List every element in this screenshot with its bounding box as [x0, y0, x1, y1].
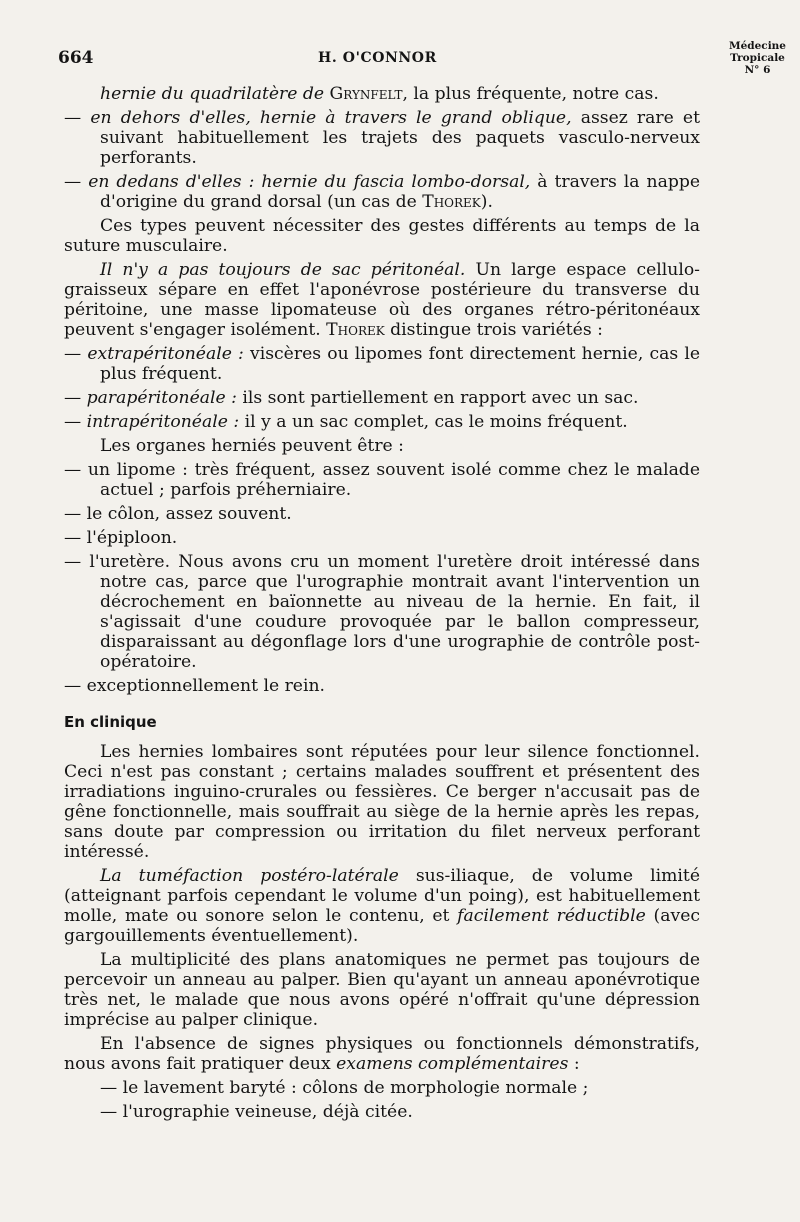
- list-item-exam: — l'urographie veineuse, déjà citée.: [100, 1102, 413, 1122]
- list-item-variety: — extrapéritonéale : viscères ou lipomes font directement hernie, cas le plus fréquent.: [64, 344, 700, 384]
- list-item-variety: — parapéritonéale : ils sont partiellement en rapport avec un sac.: [64, 388, 639, 408]
- paragraph-sac: Il n'y a pas toujours de sac péritonéal. Un large espace cellulo-graisseux sépare en effet l'aponévrose postérieure du transverse du péritoine, une masse lipomateuse où des organes rétro-péritonéaux peuvent s'engager isolément. Thorek distingue trois variétés :: [64, 260, 700, 340]
- paragraph-tumefaction: La tuméfaction postéro-latérale sus-iliaque, de volume limité (atteignant parfois cependant le volume d'un poing), est habituellement molle, mate ou sonore selon le contenu, et facilement réductible (avec gargouillements éventuellement).: [64, 866, 700, 946]
- journal-line: Médecine: [728, 40, 786, 52]
- paragraph-organs-intro: Les organes herniés peuvent être :: [100, 436, 404, 456]
- list-item-organ: — un lipome : très fréquent, assez souvent isolé comme chez le malade actuel ; parfois préherniaire.: [64, 460, 700, 500]
- paragraph-types: Ces types peuvent nécessiter des gestes différents au temps de la suture musculaire.: [64, 216, 700, 256]
- journal-line: Tropicale: [730, 52, 785, 64]
- page-number: 664: [58, 48, 94, 68]
- list-item-organ: — l'uretère. Nous avons cru un moment l'uretère droit intéressé dans notre cas, parce que l'urographie montrait avant l'intervention un décrochement en baïonnette au niveau de la hernie. En fait, il s'agissait d'une coudure provoquée par le ballon compresseur, disparaissant au dégonflage lors d'une urographie de contrôle post-opératoire.: [64, 552, 700, 672]
- list-item-organ: — exceptionnellement le rein.: [64, 676, 326, 696]
- running-head: H. O'CONNOR: [318, 50, 437, 66]
- journal-name: [729, 40, 786, 76]
- paragraph-fascia: — en dedans d'elles : hernie du fascia lombo-dorsal, à travers la nappe d'origine du grand dorsal (un cas de Thorek).: [64, 172, 700, 212]
- list-item-organ: — l'épiploon.: [64, 528, 178, 548]
- paragraph-silence: Les hernies lombaires sont réputées pour leur silence fonctionnel. Ceci n'est pas constant ; certains malades souffrent et présentent des irradiations inguino-crurales ou fessières. Ce berger n'accusait pas de gêne fonctionnelle, mais souffrait au siège de la hernie après les repas, sans doute par compression ou irritation du filet nerveux perforant intéressé.: [64, 742, 700, 862]
- paragraph-examens: En l'absence de signes physiques ou fonctionnels démonstratifs, nous avons fait pratiquer deux examens complémentaires :: [64, 1034, 700, 1074]
- paragraph-anneau: La multiplicité des plans anatomiques ne permet pas toujours de percevoir un anneau au palper. Bien qu'ayant un anneau aponévrotique très net, le malade que nous avons opéré n'offrait qu'une dépression imprécise au palper clinique.: [64, 950, 700, 1030]
- paragraph-grynfelt: hernie du quadrilatère de Grynfelt, la plus fréquente, notre cas.: [100, 84, 659, 104]
- section-heading: En clinique: [64, 713, 157, 731]
- paragraph-grand-oblique: — en dehors d'elles, hernie à travers le grand oblique, assez rare et suivant habituellement les trajets des paquets vasculo-nerveux perforants.: [64, 108, 700, 168]
- journal-issue: N° 6: [744, 64, 771, 76]
- article-body: [64, 84, 700, 1126]
- list-item-organ: — le côlon, assez souvent.: [64, 504, 292, 524]
- list-item-exam: — le lavement baryté : côlons de morphologie normale ;: [100, 1078, 589, 1098]
- list-item-variety: — intrapéritonéale : il y a un sac complet, cas le moins fréquent.: [64, 412, 628, 432]
